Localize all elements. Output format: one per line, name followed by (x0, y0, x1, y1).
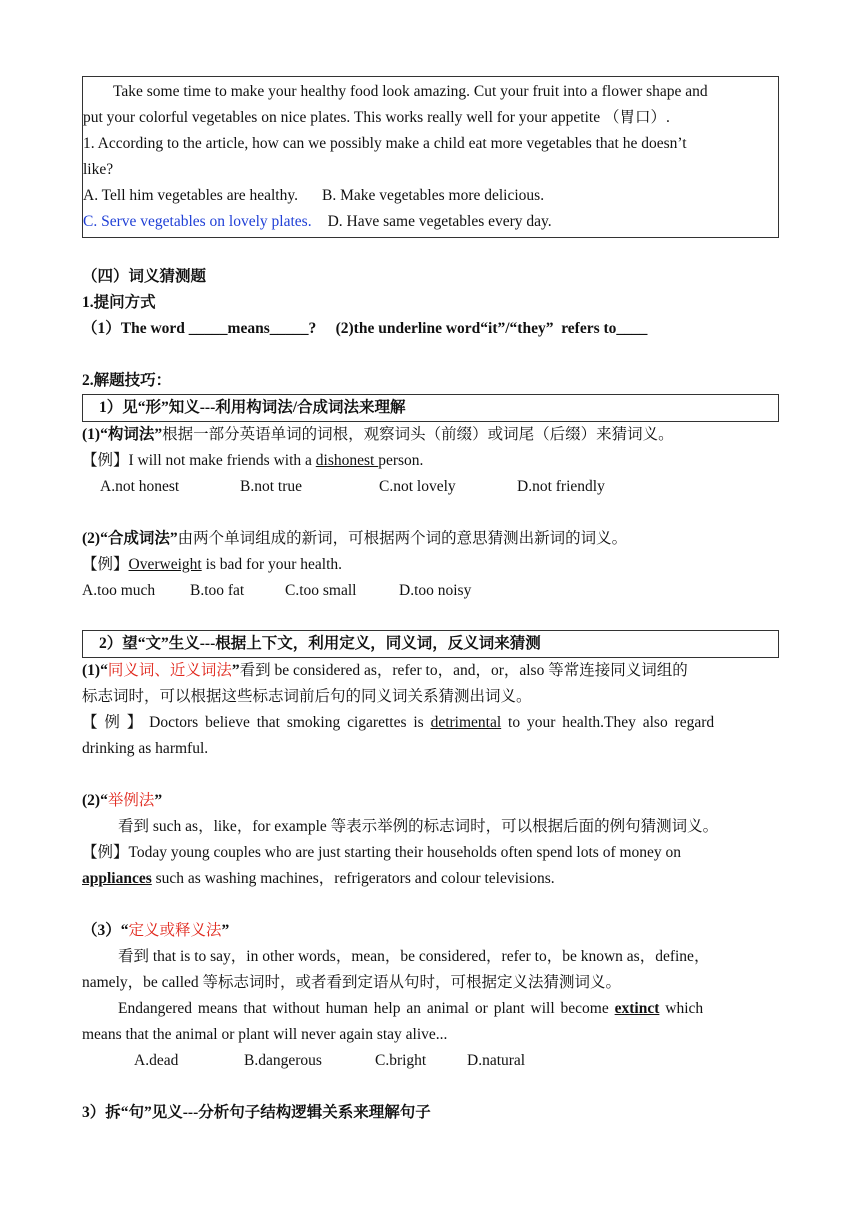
tip1-p1-label: (1)“构词法” (82, 426, 163, 443)
option: D.natural (467, 1052, 526, 1069)
option-d: D. Have same vegetables every day. (327, 213, 552, 230)
tip2-paragraph-2 (82, 788, 779, 814)
option-b: B. Make vegetables more delicious. (321, 187, 545, 204)
ask-title: 1.提问方式 (82, 294, 156, 311)
option: A.dead (134, 1052, 179, 1069)
tip1-paragraph-1 (82, 422, 779, 448)
method-name: 举例法 (107, 792, 155, 809)
section-title: （四）词义猜测题 (82, 268, 207, 285)
tip1-p2-label: (2)“合成词法” (82, 530, 178, 547)
option-row (83, 183, 778, 209)
example-tag: 【例】 (82, 452, 129, 469)
method-name: 定义或释义法 (128, 922, 222, 939)
paragraph-text: 看到 be considered as，refer to，and，or，also 等常连接同义词组的 (239, 662, 688, 679)
underlined-word: dishonest (315, 452, 379, 469)
example-tag: 【例】 (82, 556, 129, 573)
option-row (83, 209, 778, 235)
passage-line: put your colorful vegetables on nice plates. This works really well for your appetite （胃口）. (83, 109, 670, 126)
example-text: drinking as harmful. (82, 740, 209, 757)
tip3-heading: 3）拆“句”见义---分析句子结构逻辑关系来理解句子 (82, 1104, 431, 1121)
question-line: 1. According to the article, how can we possibly make a child eat more vegetables that he doesn’t (83, 135, 687, 152)
paragraph-text: 看到 such as，like，for example 等表示举例的标志词时，可以根据后面的例句猜测词义。 (118, 818, 719, 835)
option: D.not friendly (517, 478, 605, 495)
tip2-example-3 (82, 996, 779, 1022)
option-c-answer: C. Serve vegetables on lovely plates. (83, 213, 312, 230)
underlined-word: Overweight (128, 556, 202, 573)
tip2-example-2-line2 (82, 866, 779, 892)
quote-open: (1)“ (82, 662, 108, 679)
example-text: person. (378, 452, 424, 469)
underlined-word: appliances (82, 870, 152, 887)
option: C.not lovely (379, 478, 456, 495)
option: D.too noisy (399, 582, 472, 599)
tip2-heading: 2）望“文”生义---根据上下文，利用定义，同义词，反义词来猜测 (82, 630, 779, 658)
option: C.bright (375, 1052, 427, 1069)
option: B.not true (240, 478, 302, 495)
tip2-example-1 (82, 710, 779, 736)
quote-open: （3）“ (82, 922, 129, 939)
example-text: Today young couples who are just starting their households often spend lots of money on (128, 844, 682, 861)
example-text: to your health.They also regard (501, 714, 715, 731)
example-text: is bad for your health. (201, 556, 343, 573)
example-text: which (659, 1000, 704, 1017)
example-text: Endangered means that without human help an animal or plant will become (118, 1000, 615, 1017)
underlined-word: extinct (614, 1000, 660, 1017)
example-text: means that the animal or plant will never again stay alive... (82, 1026, 448, 1043)
tip1-example-1-options (82, 474, 779, 500)
paragraph-text: 标志词时，可以根据这些标志词前后句的同义词关系猜测出词义。 (82, 688, 532, 705)
quote-open: (2)“ (82, 792, 108, 809)
option: C.too small (285, 582, 357, 599)
option: B.dangerous (244, 1052, 322, 1069)
underlined-word: detrimental (430, 714, 502, 731)
skills-title: 2.解题技巧： (82, 372, 172, 389)
reading-passage-box (82, 76, 779, 238)
tip1-example-1 (82, 448, 779, 474)
paragraph-text: namely，be called 等标志词时，或者看到定语从句时，可根据定义法猜测词义。 (82, 974, 622, 991)
tip1-example-2-options (82, 578, 779, 604)
example-tag: 【 例 】 (82, 714, 143, 731)
ask-line: （1）The word _____means_____? (2)the underline word“it”/“they” refers to____ (82, 320, 648, 337)
tip1-example-2 (82, 552, 779, 578)
tip1-p2-text: 由两个单词组成的新词，可根据两个词的意思猜测出新词的词义。 (177, 530, 628, 547)
tip1-paragraph-2 (82, 526, 779, 552)
tip2-example-3-options (82, 1048, 779, 1074)
option: A.not honest (100, 478, 180, 495)
method-name: 同义词、近义词法 (107, 662, 232, 679)
quote-close: ” (231, 662, 240, 679)
option-a: A. Tell him vegetables are healthy. (83, 187, 298, 204)
tip2-example-2 (82, 840, 779, 866)
question-line: like? (83, 161, 114, 178)
example-text: I will not make friends with a (128, 452, 316, 469)
example-text: such as washing machines，refrigerators and colour televisions. (151, 870, 555, 887)
option: B.too fat (190, 582, 245, 599)
paragraph-text: 看到 that is to say，in other words，mean，be considered，refer to，be known as，define， (118, 948, 710, 965)
tip1-heading: 1）见“形”知义---利用构词法/合成词法来理解 (82, 394, 779, 422)
passage-line: Take some time to make your healthy food look amazing. Cut your fruit into a flower shape and (113, 83, 708, 100)
tip2-paragraph-3 (82, 918, 779, 944)
quote-close: ” (221, 922, 230, 939)
document-page (82, 76, 779, 1126)
example-text: Doctors believe that smoking cigarettes is (142, 714, 431, 731)
option: A.too much (82, 582, 156, 599)
example-tag: 【例】 (82, 844, 129, 861)
tip2-paragraph-1 (82, 658, 779, 684)
quote-close: ” (154, 792, 163, 809)
tip1-p1-text: 根据一部分英语单词的词根，观察词头（前缀）或词尾（后缀）来猜词义。 (162, 426, 674, 443)
